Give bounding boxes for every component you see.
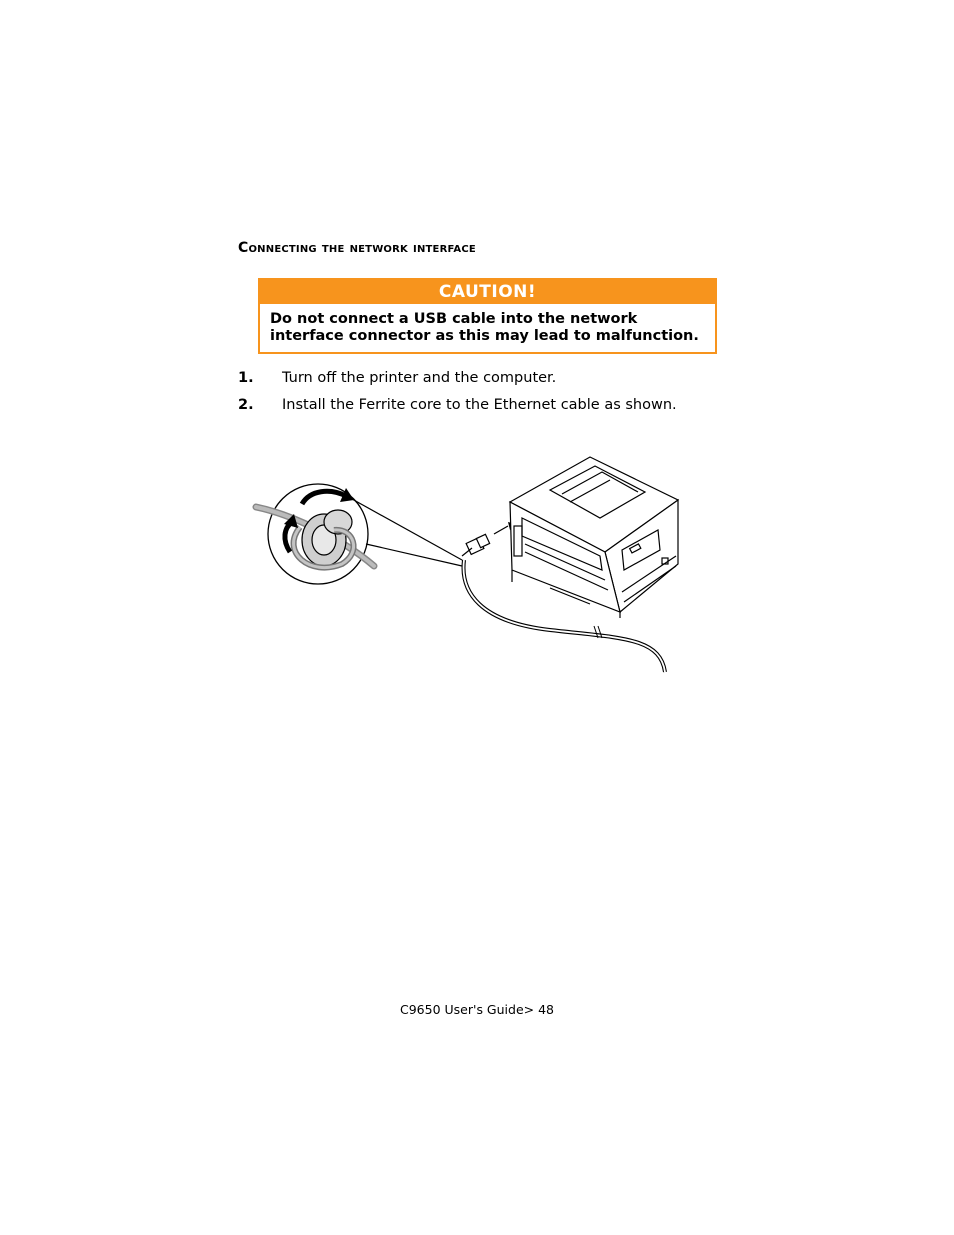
ferrite-core-loop-icon (256, 484, 462, 584)
step-number: 2. (238, 397, 254, 413)
ferrite-installation-illustration (250, 452, 680, 677)
caution-text: Do not connect a USB cable into the network interface connector as this may lead to malfunction. (270, 311, 699, 344)
step-text: Install the Ferrite core to the Ethernet cable as shown. (282, 397, 677, 413)
ethernet-connector-icon (462, 522, 516, 556)
step-text: Turn off the printer and the computer. (282, 370, 557, 386)
section-heading: Connecting the network interface (238, 240, 476, 256)
caution-box (258, 278, 717, 354)
step-number: 1. (238, 370, 254, 386)
printer-icon (510, 457, 678, 618)
page-footer: C9650 User's Guide> 48 (400, 1002, 554, 1017)
caution-title: CAUTION! (260, 280, 715, 304)
